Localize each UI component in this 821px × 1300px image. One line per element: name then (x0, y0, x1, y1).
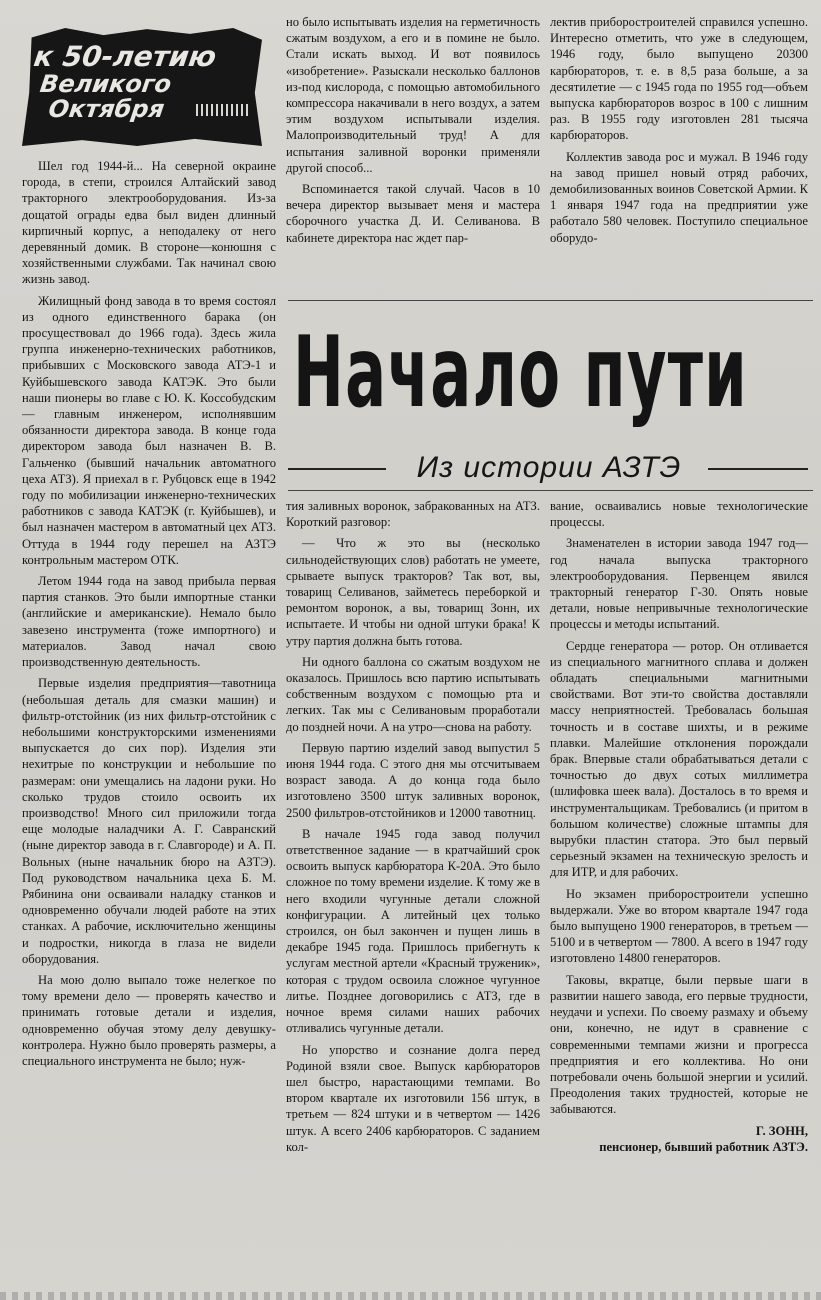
paragraph: Ни одного баллона со сжатым воздухом не оказалось. Пришлось всю партию испытывать собственным воздухом с помощью рта и легких. Так мы с Селивановым проработали до поздней ночи. А на утро—снова на работу. (286, 654, 540, 734)
article-column-3-top (550, 14, 808, 296)
author-title: пенсионер, бывший работник АЗТЭ. (599, 1139, 808, 1154)
article-column-3-bottom (550, 498, 808, 1288)
paragraph: Первые изделия предприятия—тавотница (небольшая деталь для смазки машин) и фильтр-отстойник (из них фильтр-отстойник с небольшими конструкторскими изменениями выпускается до сих пор). Изделия эти нехитрые по конструкции и небольшие по размерам: они умещались на ладони руки. Но сколько трудов стоило освоить их производство! Много сил приложили тогда еще молодые наладчики А. Г. Савранский (ныне директор завода в г. Славгороде) и А. П. Вольных (ныне начальник бюро на АЗТЭ). Под руководством начальника цеха Б. М. Рябинина они осваивали наладку станков и одновременно обучали людей работе на этих станках. А рабочие, исключительно женщины и подростки, никогда в глаза не видели оборудования. (22, 676, 276, 966)
badge-line-1: к 50-летию (31, 40, 219, 73)
article-column-2-bottom (286, 498, 540, 1288)
paragraph: Но упорство и сознание долга перед Родиной взяли свое. Выпуск карбюраторов шел быстро, нарастающими темпами. Во втором квартале их изготовили 156 штук, в третьем — 824 штуки и в четвертом — 1426 штук. А всего 2406 карбюраторов. С заданием кол- (286, 1042, 540, 1154)
paragraph: На мою долю выпало тоже нелегкое по тому времени дело — проверять качество и принимать готовые детали и изделия, одновременно обучая этому делу девушку-контролера. Нужно было проверять размеры, а специального инструмента не было; нуж- (22, 972, 276, 1068)
article-column-2-top (286, 14, 540, 296)
headline-rule-top (288, 300, 813, 301)
paragraph: Первую партию изделий завод выпустил 5 июня 1944 года. С этого дня мы отсчитываем возраст завода. А до конца года было изготовлено 3500 штук заливных воронок, 2500 фильтров-отстойников и 12000 тавотниц. (286, 740, 540, 820)
paragraph: но было испытывать изделия на герметичность сжатым воздухом, а его и в помине не было. Стали искать выход. И вот появилось «изобретение». Разыскали несколько баллонов из-под кислорода, с помощью автомобильного компрессора накачивали в него воздух, а затем этим воздухом испытывали изделия. Малопроизводительный труд! А для испытания заливной воронки применяли другой способ... (286, 15, 540, 175)
anniversary-badge-text (24, 42, 258, 130)
paragraph: Шел год 1944-й... На северной окраине города, в степи, строился Алтайский завод тракторного электрооборудования. Из-за дощатой ограды едва был виден длинный кирпичный корпус, а неподалеку от него деревянный домик. В стороне—конюшня с хозяйственными службами. Так начинал свою жизнь завод. (22, 159, 276, 287)
subheadline-rule-left (288, 468, 386, 470)
paragraph: Таковы, вкратце, были первые шаги в развитии нашего завода, его первые трудности, неудачи и успехи. По своему размаху и объему они, конечно, не идут в сравнение с современными темпами жизни и прогресса предприятия и его коллектива. Но они потребовали очень большой энергии и усилий. Преодоления таких трудностей, которые не забываются. (550, 972, 808, 1117)
badge-line-3: Октября (46, 95, 167, 123)
subheadline-rule-right (708, 468, 808, 470)
paragraph: Коллектив завода рос и мужал. В 1946 году на завод пришел новый отряд рабочих, демобилизованных воинов Советской Армии. К 1 января 1947 года на предприятии уже работало 580 человек. Поступило специальное оборудо- (550, 149, 808, 245)
paragraph: Вспоминается такой случай. Часов в 10 вечера директор вызывает меня и мастера сборочного участка Д. И. Селиванова. В кабинете директора нас ждет пар- (286, 182, 540, 245)
page-torn-edge (0, 1292, 821, 1300)
author-name: Г. ЗОНН, (755, 1123, 808, 1138)
article-headline: Начало пути (293, 316, 748, 430)
paragraph: тия заливных воронок, забракованных на АТЗ. Короткий разговор: (286, 499, 540, 530)
paragraph: Но экзамен приборостроители успешно выдержали. Уже во втором квартале 1947 года было выпущено 1900 генераторов, в третьем — 5100 и в четвертом — 7800. А всего в 1947 году изготовлено 14800 генераторов. (550, 886, 808, 966)
paragraph: В начале 1945 года завод получил ответственное задание — в кратчайший срок освоить выпуск карбюратора К-20А. Это было сложное по тому времени изделие. К тому же в него входили чугунные детали сложной конфигурации. А литейный цех только строился, он был закончен и пущен лишь в декабре 1945 года. Пришлось прибегнуть к услугам местной артели «Красный труженик», которая с трудом освоила сложное чугунное литье. Позднее договорились с АТЗ, где в ночное время силами наших рабочих отливались чугунные детали. (286, 826, 540, 1036)
author-signature (550, 1123, 808, 1155)
paragraph: лектив приборостроителей справился успешно. Интересно отметить, что уже в следующем, 1946 году, было выпущено 20300 карбюраторов, т. е. в 8,5 раза больше, а за десятилетие — с 1945 года по 1955 год—объем выпуска карбюраторов возрос в 100 с лишним раз. В 1955 году изготовлен 281 тысяча карбюраторов. (550, 15, 808, 143)
article-column-1 (22, 158, 276, 1288)
paragraph: Сердце генератора — ротор. Он отливается из специального магнитного сплава и должен обладать специальными магнитными свойствами. Вот эти-то свойства доставляли массу неприятностей. Требовалась большая точность и в составе шихты, и в режиме плавки. Малейшие отклонения порождали брак. Впервые стали обрабатываться детали с точностью до двух сотых миллиметра (шлифовка шеек вала). Досталось в то время и инструментальщикам. Требовались (и притом в большом количестве) сложные штампы для вырубки пластин статора. Это был первый серьезный экзамен на техническую зрелость и для ИТР, и для рабочих. (550, 638, 808, 880)
article-subheadline: Из истории АЗТЭ (416, 451, 682, 484)
paragraph: Жилищный фонд завода в то время состоял из одного единственного барака (он просуществовал до 1966 года). Здесь жила группа инженерно-технических работников, прибывших с Московского завода АТЭ-1 и Куйбышевского завода КАТЭК. Это были наши пионеры во главе с Ю. К. Коссобудским — главным инженером, исполнявшим обязанности директора завода. В конце года директором завода был назначен В. В. Гальченко (бывший начальник автоматного цеха АТЗ). Я приехал в г. Рубцовск еще в 1942 году по мобилизации инженерно-технических работников с завода КАТЭК (г. Куйбышев), и был назначен мастером в автоматный цех АТЗ. Оттуда в 1944 году перешел на АЗТЭ контрольным мастером ОТК. (22, 293, 276, 567)
paragraph: Знаменателен в истории завода 1947 год—год начала выпуска тракторного электрооборудования. Первенцем явился тракторный генератор Г-30. Опять новые детали, новые непривычные технологические процессы и методы испытаний. (550, 536, 808, 632)
headline-rule-bottom (288, 490, 813, 491)
paragraph: Летом 1944 года на завод прибыла первая партия станков. Это были импортные станки (английские и американские). Немало было завезено инструмента (тоже импортного) и материалов. Завод начал свою производственную деятельность. (22, 574, 276, 670)
badge-stripe-decoration (196, 104, 248, 116)
paragraph: вание, осваивались новые технологические процессы. (550, 499, 808, 530)
badge-line-2: Великого (38, 70, 174, 98)
paragraph: — Что ж это вы (несколько сильнодействующих слов) работать не умеете, срываете выпуск тракторов? Так вот, вы, товарищ Селиванов, займетесь переборкой и ремонтом воронок, а вы, товарищ Зонн, их испытаете. И чтобы ни одной штуки брака! К утру партия должна быть готова. (286, 536, 540, 648)
